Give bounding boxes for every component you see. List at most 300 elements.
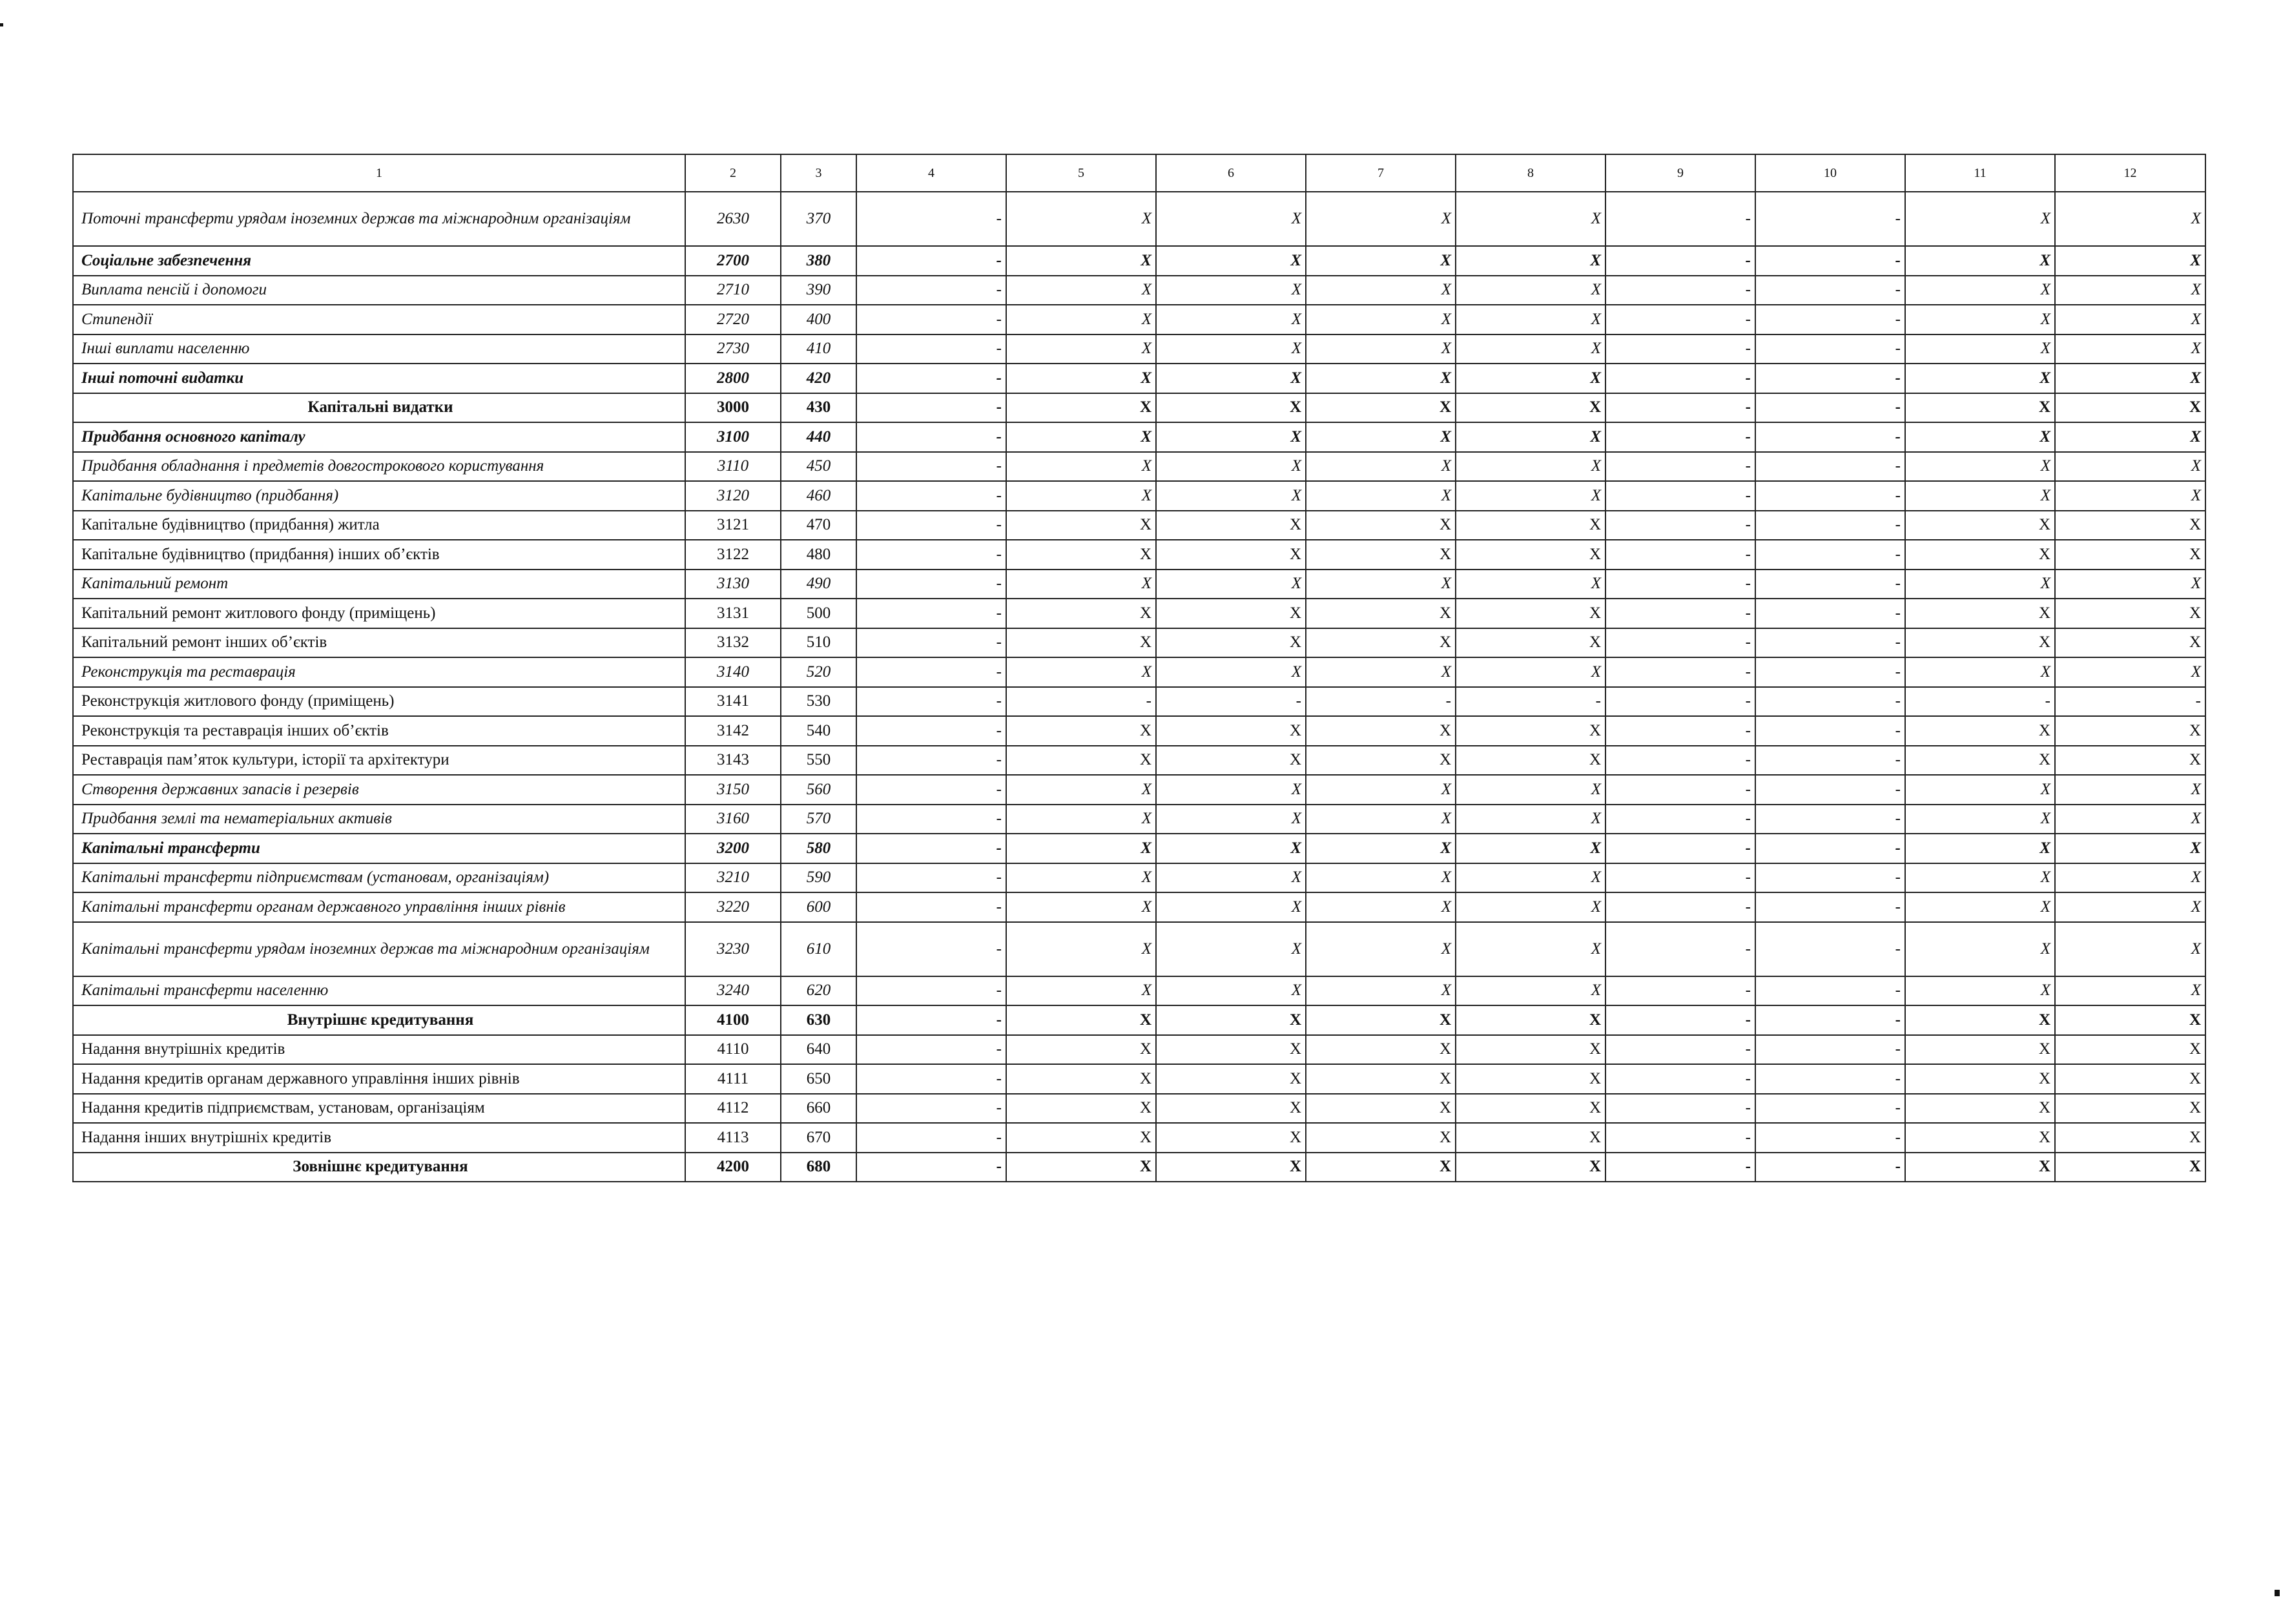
table-row <box>73 834 2205 863</box>
value-cell: X <box>2055 246 2205 276</box>
value-cell: X <box>2055 863 2205 893</box>
value-cell: - <box>1755 452 1905 482</box>
row-name-cell: Капітальні трансферти урядам іноземних держав та міжнародним організаціям <box>73 922 685 976</box>
value-cell: X <box>1456 364 1605 393</box>
value-cell: - <box>1755 716 1905 746</box>
value-cell: X <box>1306 364 1456 393</box>
value-cell: X <box>1456 452 1605 482</box>
value-cell: - <box>1755 276 1905 305</box>
value-cell: X <box>1006 1123 1156 1153</box>
value-cell: X <box>1006 628 1156 658</box>
row-code-cell: 2720 <box>685 305 781 334</box>
value-cell: X <box>1156 364 1306 393</box>
row-name-cell: Надання внутрішніх кредитів <box>73 1035 685 1065</box>
value-cell: - <box>1755 1005 1905 1035</box>
value-cell: X <box>2055 1123 2205 1153</box>
value-cell: X <box>1306 716 1456 746</box>
value-cell: - <box>1755 834 1905 863</box>
value-cell: X <box>1905 805 2055 834</box>
value-cell: X <box>1456 716 1605 746</box>
row-name-cell: Придбання обладнання і предметів довгострокового користування <box>73 452 685 482</box>
header-cell: 5 <box>1006 154 1156 192</box>
value-cell: - <box>1755 687 1905 717</box>
row-name-cell: Придбання основного капіталу <box>73 422 685 452</box>
value-cell: - <box>1905 687 2055 717</box>
value-cell: X <box>1456 922 1605 976</box>
value-cell: - <box>1755 570 1905 599</box>
value-cell: X <box>2055 976 2205 1006</box>
row-code-cell: 3121 <box>685 511 781 540</box>
row-name-cell: Реконструкція та реставрація інших об’єктів <box>73 716 685 746</box>
value-cell: X <box>1905 540 2055 570</box>
value-cell: - <box>1755 922 1905 976</box>
value-cell: - <box>856 1123 1006 1153</box>
value-cell: X <box>1306 628 1456 658</box>
value-cell: X <box>1905 1123 2055 1153</box>
value-cell: X <box>1905 1064 2055 1094</box>
table-row <box>73 628 2205 658</box>
row-code-cell: 3131 <box>685 599 781 628</box>
table-row <box>73 1035 2205 1065</box>
row-line-cell: 440 <box>781 422 856 452</box>
row-name-cell: Капітальні трансферти <box>73 834 685 863</box>
row-name-cell: Зовнішнє кредитування <box>73 1153 685 1182</box>
value-cell: - <box>856 863 1006 893</box>
value-cell: - <box>856 334 1006 364</box>
value-cell: X <box>2055 422 2205 452</box>
value-cell: X <box>1006 1064 1156 1094</box>
value-cell: X <box>1006 775 1156 805</box>
value-cell: - <box>1605 393 1755 423</box>
table-row <box>73 863 2205 893</box>
row-name-cell: Внутрішнє кредитування <box>73 1005 685 1035</box>
table-row <box>73 687 2205 717</box>
value-cell: X <box>1306 570 1456 599</box>
value-cell: - <box>1605 192 1755 246</box>
value-cell: X <box>1006 192 1156 246</box>
row-name-cell: Стипендії <box>73 305 685 334</box>
row-name-cell: Капітальний ремонт житлового фонду (приміщень) <box>73 599 685 628</box>
header-cell: 2 <box>685 154 781 192</box>
table-row <box>73 305 2205 334</box>
value-cell: X <box>1456 1035 1605 1065</box>
value-cell: X <box>2055 805 2205 834</box>
value-cell: X <box>1306 863 1456 893</box>
row-name-cell: Придбання землі та нематеріальних активів <box>73 805 685 834</box>
row-line-cell: 630 <box>781 1005 856 1035</box>
row-line-cell: 680 <box>781 1153 856 1182</box>
value-cell: - <box>1755 657 1905 687</box>
value-cell: X <box>1306 805 1456 834</box>
value-cell: - <box>1755 1035 1905 1065</box>
value-cell: - <box>856 305 1006 334</box>
table-row <box>73 1064 2205 1094</box>
value-cell: - <box>856 364 1006 393</box>
value-cell: X <box>1456 1123 1605 1153</box>
row-name-cell: Соціальне забезпечення <box>73 246 685 276</box>
value-cell: X <box>1905 570 2055 599</box>
value-cell: X <box>1905 393 2055 423</box>
value-cell: - <box>1605 570 1755 599</box>
value-cell: - <box>856 922 1006 976</box>
value-cell: - <box>856 716 1006 746</box>
value-cell: - <box>856 393 1006 423</box>
row-code-cell: 2700 <box>685 246 781 276</box>
table-row <box>73 334 2205 364</box>
value-cell: X <box>1905 716 2055 746</box>
value-cell: - <box>1755 364 1905 393</box>
value-cell: X <box>1156 540 1306 570</box>
value-cell: X <box>1456 1094 1605 1124</box>
value-cell: - <box>1605 863 1755 893</box>
value-cell: X <box>1006 1153 1156 1182</box>
value-cell: X <box>1156 746 1306 776</box>
value-cell: X <box>1156 599 1306 628</box>
value-cell: - <box>1306 687 1456 717</box>
row-line-cell: 370 <box>781 192 856 246</box>
value-cell: - <box>856 452 1006 482</box>
table-row <box>73 481 2205 511</box>
value-cell: X <box>1156 716 1306 746</box>
row-line-cell: 640 <box>781 1035 856 1065</box>
value-cell: X <box>2055 276 2205 305</box>
row-line-cell: 580 <box>781 834 856 863</box>
value-cell: X <box>1905 775 2055 805</box>
row-code-cell: 3110 <box>685 452 781 482</box>
value-cell: - <box>1755 393 1905 423</box>
row-code-cell: 3142 <box>685 716 781 746</box>
value-cell: X <box>1306 657 1456 687</box>
value-cell: - <box>1605 746 1755 776</box>
value-cell: X <box>1156 422 1306 452</box>
value-cell: X <box>2055 1094 2205 1124</box>
row-code-cell: 3000 <box>685 393 781 423</box>
value-cell: - <box>1605 922 1755 976</box>
value-cell: - <box>1605 1123 1755 1153</box>
value-cell: X <box>1006 334 1156 364</box>
value-cell: - <box>856 481 1006 511</box>
value-cell: X <box>1456 863 1605 893</box>
value-cell: X <box>1156 1153 1306 1182</box>
value-cell: X <box>1006 657 1156 687</box>
value-cell: - <box>1605 422 1755 452</box>
value-cell: X <box>1905 746 2055 776</box>
value-cell: - <box>1755 1153 1905 1182</box>
value-cell: X <box>1905 192 2055 246</box>
value-cell: X <box>2055 922 2205 976</box>
value-cell: - <box>856 570 1006 599</box>
value-cell: - <box>1755 422 1905 452</box>
value-cell: X <box>1156 1035 1306 1065</box>
value-cell: - <box>856 599 1006 628</box>
row-code-cell: 3143 <box>685 746 781 776</box>
row-name-cell: Реконструкція житлового фонду (приміщень) <box>73 687 685 717</box>
value-cell: X <box>1006 393 1156 423</box>
row-line-cell: 390 <box>781 276 856 305</box>
value-cell: X <box>1156 834 1306 863</box>
value-cell: X <box>1905 863 2055 893</box>
value-cell: X <box>1456 805 1605 834</box>
value-cell: X <box>1156 1123 1306 1153</box>
value-cell: X <box>1456 775 1605 805</box>
value-cell: - <box>1605 364 1755 393</box>
value-cell: X <box>2055 716 2205 746</box>
value-cell: - <box>856 422 1006 452</box>
value-cell: - <box>1755 976 1905 1006</box>
value-cell: - <box>1755 805 1905 834</box>
row-name-cell: Поточні трансферти урядам іноземних держав та міжнародним організаціям <box>73 192 685 246</box>
value-cell: X <box>1456 1064 1605 1094</box>
value-cell: X <box>1006 511 1156 540</box>
row-code-cell: 3120 <box>685 481 781 511</box>
value-cell: X <box>1905 922 2055 976</box>
value-cell: X <box>1306 334 1456 364</box>
value-cell: X <box>1306 540 1456 570</box>
row-code-cell: 3210 <box>685 863 781 893</box>
value-cell: - <box>856 192 1006 246</box>
value-cell: X <box>1306 422 1456 452</box>
table-row <box>73 1123 2205 1153</box>
row-code-cell: 3140 <box>685 657 781 687</box>
table-row <box>73 746 2205 776</box>
value-cell: X <box>1156 276 1306 305</box>
value-cell: X <box>1306 834 1456 863</box>
value-cell: X <box>2055 511 2205 540</box>
value-cell: X <box>1156 452 1306 482</box>
value-cell: - <box>1605 1094 1755 1124</box>
row-line-cell: 500 <box>781 599 856 628</box>
table-row <box>73 276 2205 305</box>
value-cell: - <box>1755 775 1905 805</box>
value-cell: X <box>1306 775 1456 805</box>
value-cell: X <box>2055 775 2205 805</box>
value-cell: X <box>1306 192 1456 246</box>
value-cell: - <box>1605 687 1755 717</box>
value-cell: X <box>1156 246 1306 276</box>
row-name-cell: Капітальні видатки <box>73 393 685 423</box>
value-cell: - <box>1755 481 1905 511</box>
row-line-cell: 540 <box>781 716 856 746</box>
row-line-cell: 550 <box>781 746 856 776</box>
value-cell: X <box>1905 1094 2055 1124</box>
value-cell: X <box>1456 1005 1605 1035</box>
value-cell: X <box>1905 1153 2055 1182</box>
value-cell: X <box>1306 746 1456 776</box>
value-cell: X <box>1006 1035 1156 1065</box>
row-name-cell: Надання кредитів підприємствам, установам, організаціям <box>73 1094 685 1124</box>
row-name-cell: Надання кредитів органам державного управління інших рівнів <box>73 1064 685 1094</box>
value-cell: X <box>1456 276 1605 305</box>
header-cell: 4 <box>856 154 1006 192</box>
value-cell: - <box>1755 192 1905 246</box>
row-line-cell: 490 <box>781 570 856 599</box>
value-cell: X <box>2055 746 2205 776</box>
row-line-cell: 610 <box>781 922 856 976</box>
row-line-cell: 400 <box>781 305 856 334</box>
header-cell: 12 <box>2055 154 2205 192</box>
value-cell: - <box>1605 775 1755 805</box>
value-cell: X <box>1456 511 1605 540</box>
value-cell: X <box>1006 570 1156 599</box>
row-code-cell: 4100 <box>685 1005 781 1035</box>
value-cell: - <box>1605 599 1755 628</box>
value-cell: X <box>1306 1094 1456 1124</box>
value-cell: X <box>2055 192 2205 246</box>
value-cell: - <box>1605 976 1755 1006</box>
value-cell: X <box>2055 628 2205 658</box>
table-row <box>73 422 2205 452</box>
value-cell: - <box>856 246 1006 276</box>
table-row <box>73 599 2205 628</box>
value-cell: X <box>1006 246 1156 276</box>
row-line-cell: 600 <box>781 892 856 922</box>
value-cell: X <box>1006 892 1156 922</box>
value-cell: X <box>1306 922 1456 976</box>
column-number-header-row <box>73 154 2205 192</box>
value-cell: - <box>856 540 1006 570</box>
row-code-cell: 2630 <box>685 192 781 246</box>
row-code-cell: 3230 <box>685 922 781 976</box>
value-cell: X <box>1306 892 1456 922</box>
row-name-cell: Капітальне будівництво (придбання) інших об’єктів <box>73 540 685 570</box>
row-code-cell: 2730 <box>685 334 781 364</box>
value-cell: X <box>2055 570 2205 599</box>
value-cell: X <box>1006 805 1156 834</box>
value-cell: X <box>1456 192 1605 246</box>
value-cell: X <box>1306 393 1456 423</box>
value-cell: X <box>1306 246 1456 276</box>
value-cell: - <box>856 976 1006 1006</box>
value-cell: - <box>1755 305 1905 334</box>
value-cell: X <box>1306 1064 1456 1094</box>
value-cell: X <box>1156 570 1306 599</box>
row-name-cell: Капітальне будівництво (придбання) житла <box>73 511 685 540</box>
value-cell: X <box>2055 1064 2205 1094</box>
value-cell: X <box>1306 599 1456 628</box>
header-cell: 9 <box>1605 154 1755 192</box>
value-cell: - <box>1605 628 1755 658</box>
row-line-cell: 670 <box>781 1123 856 1153</box>
table-row <box>73 1094 2205 1124</box>
table-row <box>73 192 2205 246</box>
value-cell: - <box>1605 805 1755 834</box>
value-cell: X <box>1306 1005 1456 1035</box>
value-cell: X <box>2055 452 2205 482</box>
header-cell: 3 <box>781 154 856 192</box>
value-cell: X <box>1006 976 1156 1006</box>
value-cell: X <box>1006 452 1156 482</box>
value-cell: X <box>1456 892 1605 922</box>
value-cell: X <box>1905 976 2055 1006</box>
value-cell: X <box>1006 481 1156 511</box>
row-name-cell: Капітальний ремонт інших об’єктів <box>73 628 685 658</box>
value-cell: X <box>1156 192 1306 246</box>
value-cell: X <box>1156 775 1306 805</box>
table-row <box>73 1005 2205 1035</box>
row-name-cell: Реконструкція та реставрація <box>73 657 685 687</box>
header-cell: 7 <box>1306 154 1456 192</box>
value-cell: - <box>1755 540 1905 570</box>
value-cell: X <box>1456 1153 1605 1182</box>
value-cell: X <box>1156 628 1306 658</box>
value-cell: X <box>1905 276 2055 305</box>
value-cell: X <box>1156 805 1306 834</box>
table-row <box>73 1153 2205 1182</box>
value-cell: X <box>1306 1035 1456 1065</box>
value-cell: X <box>1905 334 2055 364</box>
row-line-cell: 520 <box>781 657 856 687</box>
table-row <box>73 452 2205 482</box>
row-line-cell: 620 <box>781 976 856 1006</box>
scan-speck <box>0 23 3 26</box>
value-cell: X <box>1306 976 1456 1006</box>
row-code-cell: 2710 <box>685 276 781 305</box>
row-name-cell: Виплата пенсій і допомоги <box>73 276 685 305</box>
value-cell: X <box>1456 834 1605 863</box>
value-cell: X <box>1905 1005 2055 1035</box>
value-cell: - <box>1755 892 1905 922</box>
value-cell: X <box>2055 1005 2205 1035</box>
table-row <box>73 922 2205 976</box>
value-cell: - <box>856 892 1006 922</box>
row-line-cell: 480 <box>781 540 856 570</box>
value-cell: - <box>1605 540 1755 570</box>
row-line-cell: 510 <box>781 628 856 658</box>
row-name-cell: Створення державних запасів і резервів <box>73 775 685 805</box>
row-line-cell: 410 <box>781 334 856 364</box>
value-cell: X <box>1456 746 1605 776</box>
value-cell: X <box>1905 1035 2055 1065</box>
value-cell: X <box>1156 1005 1306 1035</box>
value-cell: - <box>1605 334 1755 364</box>
value-cell: - <box>856 628 1006 658</box>
row-line-cell: 470 <box>781 511 856 540</box>
table-row <box>73 657 2205 687</box>
value-cell: X <box>1905 834 2055 863</box>
row-code-cell: 4110 <box>685 1035 781 1065</box>
header-cell: 11 <box>1905 154 2055 192</box>
value-cell: X <box>1006 1094 1156 1124</box>
value-cell: X <box>1456 657 1605 687</box>
row-code-cell: 3200 <box>685 834 781 863</box>
header-cell: 1 <box>73 154 685 192</box>
value-cell: X <box>1905 305 2055 334</box>
table-row <box>73 976 2205 1006</box>
table-row <box>73 393 2205 423</box>
header-cell: 10 <box>1755 154 1905 192</box>
value-cell: X <box>1156 657 1306 687</box>
value-cell: X <box>1306 305 1456 334</box>
value-cell: X <box>1905 892 2055 922</box>
value-cell: X <box>2055 599 2205 628</box>
value-cell: - <box>1755 246 1905 276</box>
value-cell: X <box>2055 540 2205 570</box>
value-cell: - <box>1605 305 1755 334</box>
value-cell: X <box>2055 305 2205 334</box>
value-cell: X <box>1156 334 1306 364</box>
value-cell: X <box>1456 976 1605 1006</box>
value-cell: X <box>1006 834 1156 863</box>
row-name-cell: Капітальний ремонт <box>73 570 685 599</box>
value-cell: - <box>1156 687 1306 717</box>
value-cell: X <box>1456 599 1605 628</box>
value-cell: X <box>1006 422 1156 452</box>
value-cell: - <box>856 657 1006 687</box>
scan-speck <box>2275 1590 2280 1596</box>
row-name-cell: Капітальні трансферти підприємствам (установам, організаціям) <box>73 863 685 893</box>
row-name-cell: Капітальне будівництво (придбання) <box>73 481 685 511</box>
value-cell: - <box>1755 599 1905 628</box>
